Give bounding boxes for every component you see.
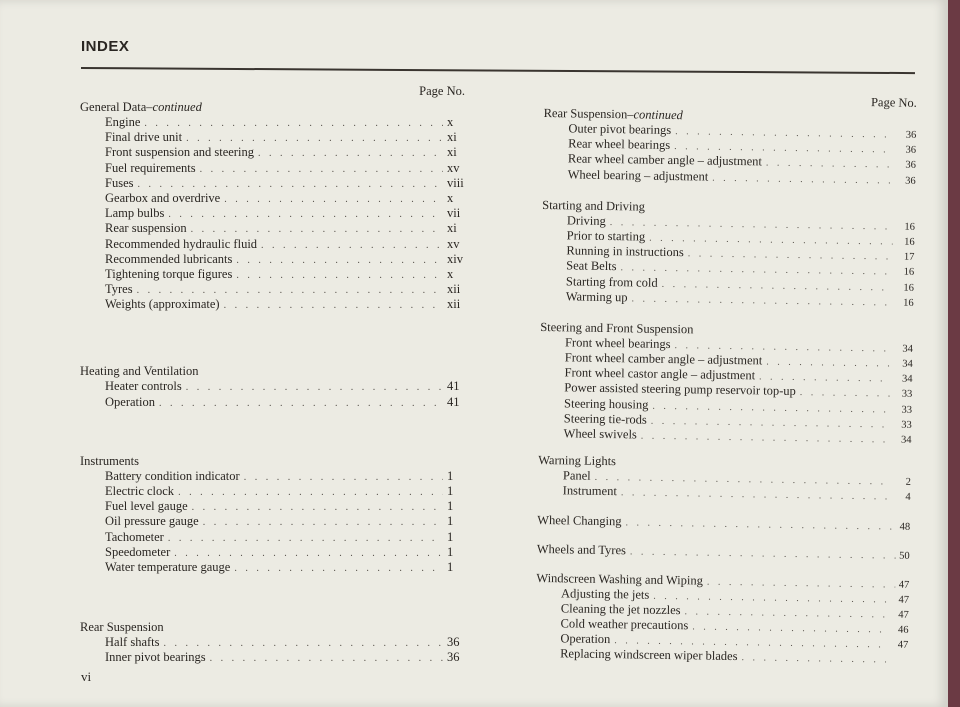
section-title-row: [537, 513, 910, 534]
page-number: 33: [901, 389, 913, 401]
entry-label: Fuses: [105, 175, 134, 190]
dot-leader: [258, 146, 443, 161]
index-entry: [80, 469, 465, 484]
page-number: 34: [901, 373, 913, 386]
entry-label: Front wheel bearings: [564, 335, 671, 351]
entry-label: Adjusting the jets: [560, 585, 650, 602]
entry-label: Wheel bearing – adjustment: [567, 166, 709, 184]
entry-label: Driving: [566, 213, 606, 228]
page-number: 1: [447, 544, 454, 559]
entry-label: Water temperature gauge: [105, 559, 231, 574]
entry-label: Outer pivot bearings: [568, 121, 672, 138]
section-title: Wheels and Tyres: [536, 541, 627, 557]
entry-label: Rear suspension: [105, 221, 187, 236]
index-section: [537, 513, 910, 534]
page-number: xv: [447, 160, 460, 175]
page-number: x: [447, 115, 454, 129]
entry-label: Battery condition indicator: [105, 468, 240, 483]
index-entry: [80, 237, 465, 252]
entry-label: Tachometer: [105, 529, 164, 544]
dot-leader: [191, 222, 443, 237]
section-title-text: Instruments: [80, 453, 140, 468]
entry-label: Starting from cold: [565, 273, 658, 290]
dot-leader: [178, 485, 443, 500]
page-number: 50: [899, 550, 910, 562]
section-title-text: General Data: [80, 100, 147, 114]
page-number: 48: [899, 521, 911, 533]
page-number: 16: [904, 221, 915, 233]
page-number: viii: [447, 175, 464, 190]
entry-label: Front suspension and steering: [105, 145, 254, 160]
dot-leader: [741, 650, 886, 667]
section-title-text: Rear Suspension: [80, 620, 164, 635]
index-entry: [80, 499, 465, 514]
entry-label: Lamp bulbs: [105, 206, 165, 221]
entry-label: Front wheel camber angle – adjustment: [564, 350, 763, 368]
entry-label: Electric clock: [105, 484, 175, 498]
page-number: 4: [905, 492, 911, 504]
dot-leader: [186, 380, 443, 395]
section-title: Wheel Changing: [537, 512, 622, 528]
dot-leader: [800, 385, 891, 402]
entry-label: Warming up: [565, 289, 628, 305]
dot-leader: [621, 486, 889, 505]
index-section: [538, 453, 912, 504]
section-title: [80, 620, 465, 635]
section-title: [80, 100, 465, 115]
index-entry: [80, 484, 465, 499]
page-number: 34: [902, 343, 914, 355]
dot-leader: [168, 531, 443, 546]
dot-leader: [144, 116, 443, 131]
page-number: xiv: [447, 251, 463, 266]
entry-label: Steering housing: [563, 395, 649, 412]
section-title-text: Heating and Ventilation: [80, 364, 199, 379]
dot-leader: [203, 515, 443, 530]
entry-label: Rear wheel bearings: [568, 136, 671, 153]
page-number: 36: [447, 635, 460, 650]
page-number: xi: [447, 130, 457, 145]
index-section: [537, 542, 910, 563]
dot-leader: [236, 253, 443, 268]
page-number: 34: [902, 358, 913, 370]
page-number: 36: [905, 175, 916, 187]
entry-label: Prior to starting: [566, 228, 646, 244]
entry-label: Seat Belts: [566, 258, 617, 274]
entry-label: Recommended lubricants: [105, 251, 233, 266]
page-number: 17: [903, 251, 915, 263]
dot-leader: [224, 298, 443, 313]
dot-leader: [192, 500, 443, 515]
page-number: 16: [903, 297, 914, 309]
index-entry: [80, 176, 465, 191]
page-folio: vi: [81, 669, 92, 684]
entry-label: Speedometer: [105, 544, 171, 559]
entry-label: Gearbox and overdrive: [105, 190, 221, 205]
page-number: xii: [447, 282, 461, 297]
page-number: 1: [447, 468, 454, 483]
index-section: [535, 571, 909, 668]
page-number: xi: [447, 145, 457, 160]
entry-label: Running in instructions: [566, 243, 684, 260]
index-entry: [80, 145, 465, 160]
index-section: [80, 620, 465, 665]
dot-leader: [210, 651, 443, 666]
page-number: 47: [898, 594, 910, 606]
dot-leader: [224, 192, 443, 207]
index-section: [541, 198, 916, 310]
page-number: 1: [447, 559, 454, 574]
dot-leader: [712, 170, 894, 188]
page-number: 36: [905, 144, 917, 157]
entry-label: Panel: [562, 468, 591, 483]
index-entry: [80, 191, 465, 206]
index-entry: [80, 161, 465, 176]
dot-leader: [641, 429, 890, 448]
index-entry: [80, 252, 465, 267]
entry-label: Engine: [105, 115, 141, 129]
right-index-column: [535, 90, 917, 667]
index-entry: [80, 115, 465, 130]
index-section: [80, 454, 465, 575]
heading-rule: [81, 67, 915, 74]
index-entry: [80, 545, 465, 560]
entry-label: Fuel requirements: [105, 160, 196, 175]
dot-leader: [630, 544, 896, 563]
entry-label: Wheel swivels: [563, 426, 637, 442]
index-entry: [80, 297, 465, 312]
dot-leader: [174, 546, 443, 561]
dot-leader: [168, 207, 443, 222]
entry-label: Operation: [105, 394, 155, 409]
index-entry: [80, 221, 465, 236]
page-number: 36: [447, 650, 460, 665]
page-number: 47: [898, 609, 909, 621]
page-number: vii: [447, 206, 461, 221]
index-entry: [80, 560, 465, 575]
entry-label: Instrument: [562, 483, 617, 499]
entry-label: Fuel level gauge: [105, 499, 188, 514]
page-number: 1: [447, 499, 454, 514]
section-title: Windscreen Washing and Wiping: [536, 570, 704, 588]
page-number: 1: [447, 514, 454, 529]
section-title-text: Warning Lights: [538, 453, 617, 469]
left-index-column: [80, 84, 465, 666]
section-title-text: Rear Suspension: [543, 105, 628, 122]
page-number: 46: [897, 624, 909, 636]
dot-leader: [236, 268, 443, 283]
section-title-row: [537, 542, 910, 563]
page-number: x: [447, 266, 454, 281]
page-number: xi: [447, 221, 457, 236]
entry-label: Operation: [560, 631, 611, 647]
index-entry: [80, 530, 465, 545]
page-number: 41: [447, 394, 460, 409]
page-number: x: [447, 190, 454, 205]
page-number: 36: [905, 160, 916, 172]
dot-leader: [200, 162, 443, 177]
dot-leader: [186, 131, 443, 146]
page-number: xv: [447, 236, 460, 251]
page-number: 2: [905, 476, 911, 488]
index-entry: [80, 650, 465, 665]
page-number: 33: [901, 419, 912, 431]
entry-label: Tightening torque figures: [105, 266, 233, 281]
entry-label: Weights (approximate): [105, 297, 220, 312]
section-title: [80, 454, 465, 469]
page-number: 33: [901, 404, 913, 416]
entry-label: Half shafts: [105, 635, 160, 650]
dot-leader: [159, 396, 443, 411]
entry-label: Front wheel castor angle – adjustment: [564, 365, 756, 383]
page-number: 47: [897, 639, 909, 651]
entry-label: Recommended hydraulic fluid: [105, 236, 258, 251]
index-entry: [80, 267, 465, 282]
section-title-text: Steering and Front Suspension: [540, 319, 694, 337]
dot-leader: [261, 238, 443, 253]
index-entry: [80, 395, 465, 410]
entry-label: Tyres: [105, 282, 133, 297]
page-no-label: Page No.: [419, 84, 465, 98]
entry-label: Oil pressure gauge: [105, 514, 199, 529]
page-number: 16: [903, 266, 915, 279]
entry-label: Cleaning the jet nozzles: [560, 601, 681, 617]
page-number: 41: [447, 379, 460, 394]
index-entry: [80, 282, 465, 297]
section-title-text: Starting and Driving: [542, 197, 646, 214]
dot-leader: [164, 636, 444, 651]
page-number: xii: [447, 297, 461, 312]
entry-label: Inner pivot bearings: [105, 650, 206, 665]
entry-label: Replacing windscreen wiper blades: [560, 646, 738, 664]
dot-leader: [625, 515, 895, 534]
dot-leader: [234, 561, 443, 576]
index-section: [80, 100, 465, 312]
entry-label: Rear wheel camber angle – adjustment: [567, 151, 763, 169]
dot-leader: [137, 283, 443, 298]
entry-label: Heater controls: [105, 379, 182, 394]
index-section: [538, 320, 913, 447]
index-entry: [80, 635, 465, 650]
page-number: 16: [903, 282, 915, 294]
entry-label: Cold weather precautions: [560, 616, 689, 633]
page-number: 34: [900, 434, 912, 446]
section-title: [80, 364, 465, 379]
section-title-suffix: –continued: [146, 100, 202, 114]
index-section: [80, 364, 465, 409]
page-heading: INDEX: [81, 38, 130, 55]
dot-leader: [631, 291, 891, 310]
page-number: 1: [447, 484, 454, 498]
page-number: 1: [447, 529, 454, 544]
entry-label: Steering tie-rods: [563, 411, 647, 427]
index-entry: [80, 206, 465, 221]
dot-leader: [137, 177, 443, 192]
page-number: 47: [898, 579, 910, 591]
page-number: 36: [905, 129, 917, 141]
index-entry: [80, 379, 465, 394]
index-entry: [80, 130, 465, 145]
entry-label: Final drive unit: [105, 130, 183, 145]
dot-leader: [244, 470, 443, 485]
entry-label: Power assisted steering pump reservoir top-up: [564, 380, 796, 399]
page-no-label: Page No.: [870, 95, 917, 110]
page-number: 16: [904, 236, 915, 248]
index-entry: [80, 514, 465, 529]
section-title-suffix: –continued: [627, 107, 683, 123]
index-section: [543, 106, 917, 188]
